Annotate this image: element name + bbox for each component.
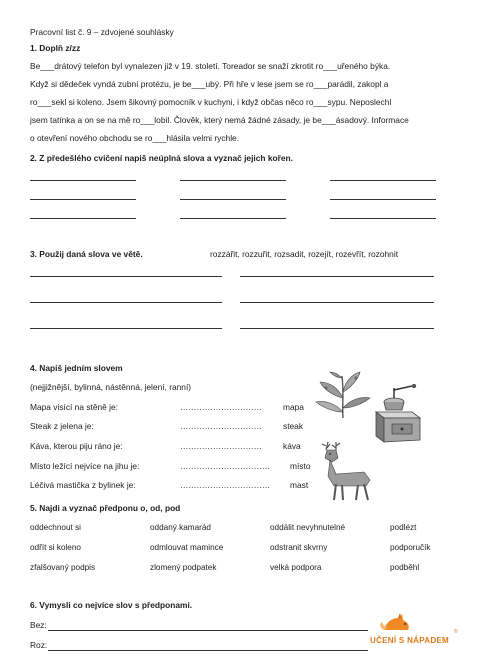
sentence-line[interactable] bbox=[30, 328, 222, 329]
exercise-1-line: ro___sekl si koleno. Jsem šikovný pomocník v kuchyni, i když občas něco ro___sypu. Neposlechl bbox=[30, 97, 392, 107]
answer-line[interactable] bbox=[48, 650, 368, 651]
answer-line[interactable] bbox=[330, 199, 436, 200]
prefix-word[interactable]: odmlouvat mamince bbox=[150, 543, 224, 552]
registered-mark-icon: ® bbox=[454, 629, 458, 635]
exercise-4-blank[interactable]: …………………………… bbox=[180, 461, 270, 471]
page-title: Pracovní list č. 9 – zdvojené souhlásky bbox=[30, 27, 174, 37]
coffee-grinder-icon bbox=[370, 384, 428, 444]
exercise-1-heading: 1. Doplň z/zz bbox=[30, 43, 81, 53]
exercise-1-line: Be___drátový telefon byl vynalezen již v 19. století. Toreador se snaží zkrotit ro___uřeného býka. bbox=[30, 61, 391, 71]
answer-line[interactable] bbox=[30, 180, 136, 181]
exercise-4-blank[interactable]: ………………………… bbox=[180, 402, 262, 412]
prefix-word[interactable]: velká podpora bbox=[270, 563, 322, 572]
answer-line[interactable] bbox=[330, 180, 436, 181]
exercise-4-suffix: mast bbox=[290, 480, 309, 490]
exercise-4-heading: 4. Napiš jedním slovem bbox=[30, 363, 123, 373]
prefix-word[interactable]: oddaný kamarád bbox=[150, 523, 211, 532]
answer-line[interactable] bbox=[180, 218, 286, 219]
exercise-1-line: o otevření nového obchodu se ro___hlásila velmi rychle. bbox=[30, 133, 240, 143]
exercise-5-heading: 5. Najdi a vyznač předponu o, od, pod bbox=[30, 503, 181, 513]
exercise-4-blank[interactable]: ………………………… bbox=[180, 421, 262, 431]
exercise-4-suffix: místo bbox=[290, 461, 311, 471]
exercise-4-suffix: mapa bbox=[283, 402, 304, 412]
prefix-word[interactable]: podporučík bbox=[390, 543, 431, 552]
prefix-word[interactable]: zfalšovaný podpis bbox=[30, 563, 96, 572]
answer-line[interactable] bbox=[330, 218, 436, 219]
answer-line[interactable] bbox=[180, 199, 286, 200]
sentence-line[interactable] bbox=[30, 276, 222, 277]
exercise-4-blank[interactable]: ………………………… bbox=[180, 441, 262, 451]
answer-line[interactable] bbox=[180, 180, 286, 181]
sentence-line[interactable] bbox=[240, 302, 434, 303]
exercise-6-label: Bez: bbox=[30, 620, 47, 630]
brand-logo-text: UČENÍ S NÁPADEM bbox=[370, 636, 450, 645]
exercise-4-hint: (nejjižnější, bylinná, nástěnná, jelení, ranní) bbox=[30, 382, 192, 392]
exercise-4-suffix: káva bbox=[283, 441, 301, 451]
exercise-3-heading: 3. Použij daná slova ve větě. bbox=[30, 249, 143, 259]
prefix-word[interactable]: oddálit nevyhnutelné bbox=[270, 523, 346, 532]
exercise-4-blank[interactable]: …………………………… bbox=[180, 480, 270, 490]
exercise-4-prompt: Léčivá mastička z bylinek je: bbox=[30, 480, 136, 490]
exercise-1-line: Když si dědeček vyndá zubní protézu, je be___ubý. Při hře v lese jsem se ro___parádil, zakopl a bbox=[30, 79, 389, 89]
prefix-word[interactable]: oddechnout si bbox=[30, 523, 81, 532]
deer-icon bbox=[310, 438, 380, 504]
exercise-6-label: Roz: bbox=[30, 640, 48, 650]
prefix-word[interactable]: odstranit skvrny bbox=[270, 543, 328, 552]
exercise-6-heading: 6. Vymysli co nejvíce slov s předponami. bbox=[30, 600, 193, 610]
exercise-3-words: rozzářit, rozzuřit, rozsadit, rozejít, rozevřít, rozohnit bbox=[210, 249, 399, 259]
exercise-4-prompt: Místo ležící nejvíce na jihu je: bbox=[30, 461, 140, 471]
sentence-line[interactable] bbox=[240, 276, 434, 277]
exercise-4-prompt: Káva, kterou piju ráno je: bbox=[30, 441, 123, 451]
prefix-word[interactable]: odřít si koleno bbox=[30, 543, 81, 552]
plant-icon bbox=[312, 368, 374, 420]
exercise-4-prompt: Steak z jelena je: bbox=[30, 421, 94, 431]
answer-line[interactable] bbox=[48, 630, 368, 631]
answer-line[interactable] bbox=[30, 218, 136, 219]
exercise-2-heading: 2. Z předešlého cvičení napiš neúplná slova a vyznač jejich kořen. bbox=[30, 153, 293, 163]
fox-logo-icon bbox=[378, 612, 414, 634]
prefix-word[interactable]: podlézt bbox=[390, 523, 417, 532]
exercise-4-suffix: steak bbox=[283, 421, 304, 431]
prefix-word[interactable]: podběhl bbox=[390, 563, 420, 572]
prefix-word[interactable]: zlomený podpatek bbox=[150, 563, 217, 572]
answer-line[interactable] bbox=[30, 199, 136, 200]
exercise-1-line: jsem tatínka a on se na mě ro___lobil. Člověk, který nemá žádné zásady, je be___ásadový. Informace bbox=[30, 115, 409, 125]
sentence-line[interactable] bbox=[240, 328, 434, 329]
sentence-line[interactable] bbox=[30, 302, 222, 303]
exercise-4-prompt: Mapa visící na stěně je: bbox=[30, 402, 118, 412]
